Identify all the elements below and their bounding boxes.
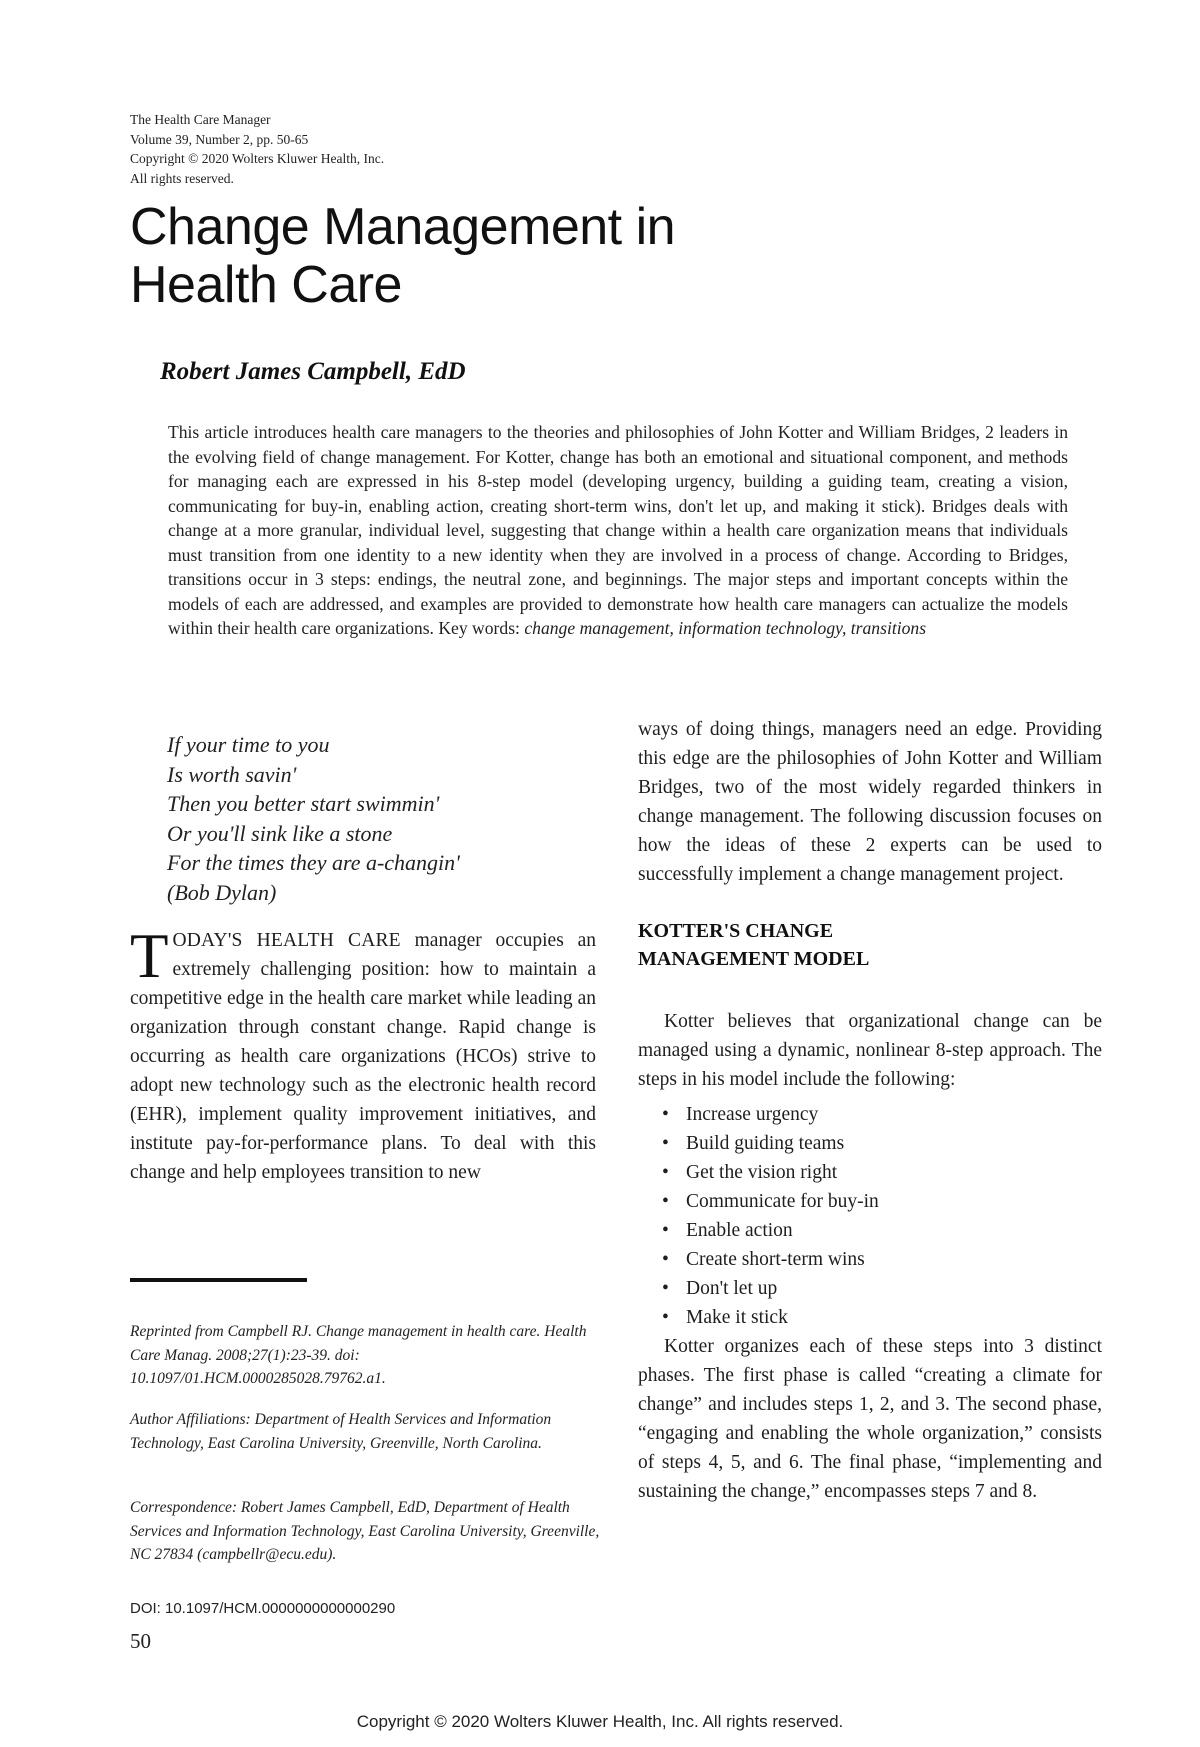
- journal-volume: Volume 39, Number 2, pp. 50-65: [130, 131, 309, 147]
- epigraph-line: If your time to you: [167, 732, 330, 757]
- right-column-body: [638, 715, 1102, 1506]
- list-item: • Don't let up: [662, 1274, 1102, 1303]
- abstract-text: This article introduces health care managers to the theories and philosophies of John Kotter and William Bridges, 2 leaders in the evolving field of change management. For Kotter, change has both an emotional and situational component, and methods for managing each are expressed in his 8-step model (developing urgency, building a guiding team, creating a vision, communicating for buy-in, enabling action, creating short-term wins, don't let up, and making it stick). Bridges deals with change at a more granular, individual level, suggesting that change within a health care organization means that individuals must transition from one identity to a new identity when they are involved in a process of change. According to Bridges, transitions occur in 3 steps: endings, the neutral zone, and beginnings. The major steps and important concepts within the models of each are addressed, and examples are provided to demonstrate how health care managers can actualize the models within their health care organizations.: [168, 422, 1068, 638]
- page-footer-copyright: Copyright © 2020 Wolters Kluwer Health, Inc. All rights reserved.: [356, 1712, 844, 1731]
- page-number: 50: [130, 1629, 151, 1653]
- list-item: • Enable action: [662, 1216, 1102, 1245]
- author-affiliations: Author Affiliations: Department of Health Services and Information Technology, East Carolina University, Greenville, North Carolina.: [130, 1411, 552, 1452]
- list-item: • Build guiding teams: [662, 1129, 1102, 1158]
- section-heading: [638, 917, 1102, 973]
- keywords-label: Key words:: [438, 618, 520, 638]
- reprint-note: Reprinted from Campbell RJ. Change management in health care. Health Care Manag. 2008;27(1):23-39. doi: 10.1097/01.HCM.0000285028.79762.a1.: [130, 1323, 587, 1387]
- intro-paragraph: [130, 921, 596, 1187]
- journal-name: The Health Care Manager: [130, 112, 271, 127]
- list-item: • Get the vision right: [662, 1158, 1102, 1187]
- left-column-body: [130, 921, 596, 1187]
- section-heading-line-1: KOTTER'S CHANGE: [638, 920, 834, 942]
- epigraph-attribution: (Bob Dylan): [167, 879, 277, 905]
- article-title-line-2: Health Care: [130, 256, 402, 314]
- footnote-divider: [130, 1278, 307, 1282]
- epigraph-line: Then you better start swimmin': [167, 791, 440, 816]
- list-item: • Increase urgency: [662, 1100, 1102, 1129]
- epigraph-line: Is worth savin': [167, 761, 297, 787]
- article-author: Robert James Campbell, EdD: [160, 358, 466, 385]
- section-heading-line-2: MANAGEMENT MODEL: [638, 948, 870, 970]
- list-item: • Create short-term wins: [662, 1245, 1102, 1274]
- drop-cap: T: [130, 921, 169, 991]
- lead-in-caps: ODAY'S HEALTH CARE: [172, 930, 401, 951]
- kotter-steps-list: [638, 1100, 1102, 1332]
- intro-text: manager occupies an extremely challenging position: how to maintain a competitive edge in the health care market while leading an organization through constant change. Rapid change is occurring as health care organizations (HCOs) strive to adopt new technology such as the electronic health record (EHR), implement quality improvement initiatives, and institute pay-for-performance plans. To deal with this change and help employees transition to new: [130, 930, 596, 1183]
- journal-rights: All rights reserved.: [130, 170, 234, 186]
- journal-masthead: [130, 110, 384, 188]
- abstract: [168, 420, 1068, 641]
- article-title: [130, 198, 890, 314]
- kotter-phases-paragraph: Kotter organizes each of these steps into 3 distinct phases. The first phase is called “creating a climate for change” and includes steps 1, 2, and 3. The second phase, “engaging and enabling the whole organization,” consists of steps 4, 5, and 6. The final phase, “implementing and sustaining the change,” encompasses steps 7 and 8.: [638, 1336, 1102, 1502]
- epigraph-line: For the times they are a-changin': [167, 850, 460, 875]
- kotter-intro-paragraph: Kotter believes that organizational change can be managed using a dynamic, nonlinear 8-step approach. The steps in his model include the following:: [638, 1011, 1102, 1090]
- journal-copyright: Copyright © 2020 Wolters Kluwer Health, Inc.: [130, 151, 385, 166]
- list-item: • Communicate for buy-in: [662, 1187, 1102, 1216]
- list-item: • Make it stick: [662, 1303, 1102, 1332]
- correspondence-note: Correspondence: Robert James Campbell, EdD, Department of Health Services and Information Technology, East Carolina University, Greenville, NC 27834 (campbellr@ecu.edu).: [130, 1499, 600, 1563]
- continuation-paragraph: ways of doing things, managers need an edge. Providing this edge are the philosophies of John Kotter and William Bridges, two of the most widely regarded thinkers in change management. The following discussion focuses on how the ideas of these 2 experts can be used to successfully implement a change management project.: [638, 719, 1102, 885]
- epigraph: [167, 730, 460, 907]
- doi: DOI: 10.1097/HCM.0000000000000290: [130, 1600, 396, 1617]
- article-title-line-1: Change Management in: [130, 198, 676, 256]
- keywords: change management, information technology, transitions: [524, 618, 927, 638]
- epigraph-line: Or you'll sink like a stone: [167, 820, 393, 846]
